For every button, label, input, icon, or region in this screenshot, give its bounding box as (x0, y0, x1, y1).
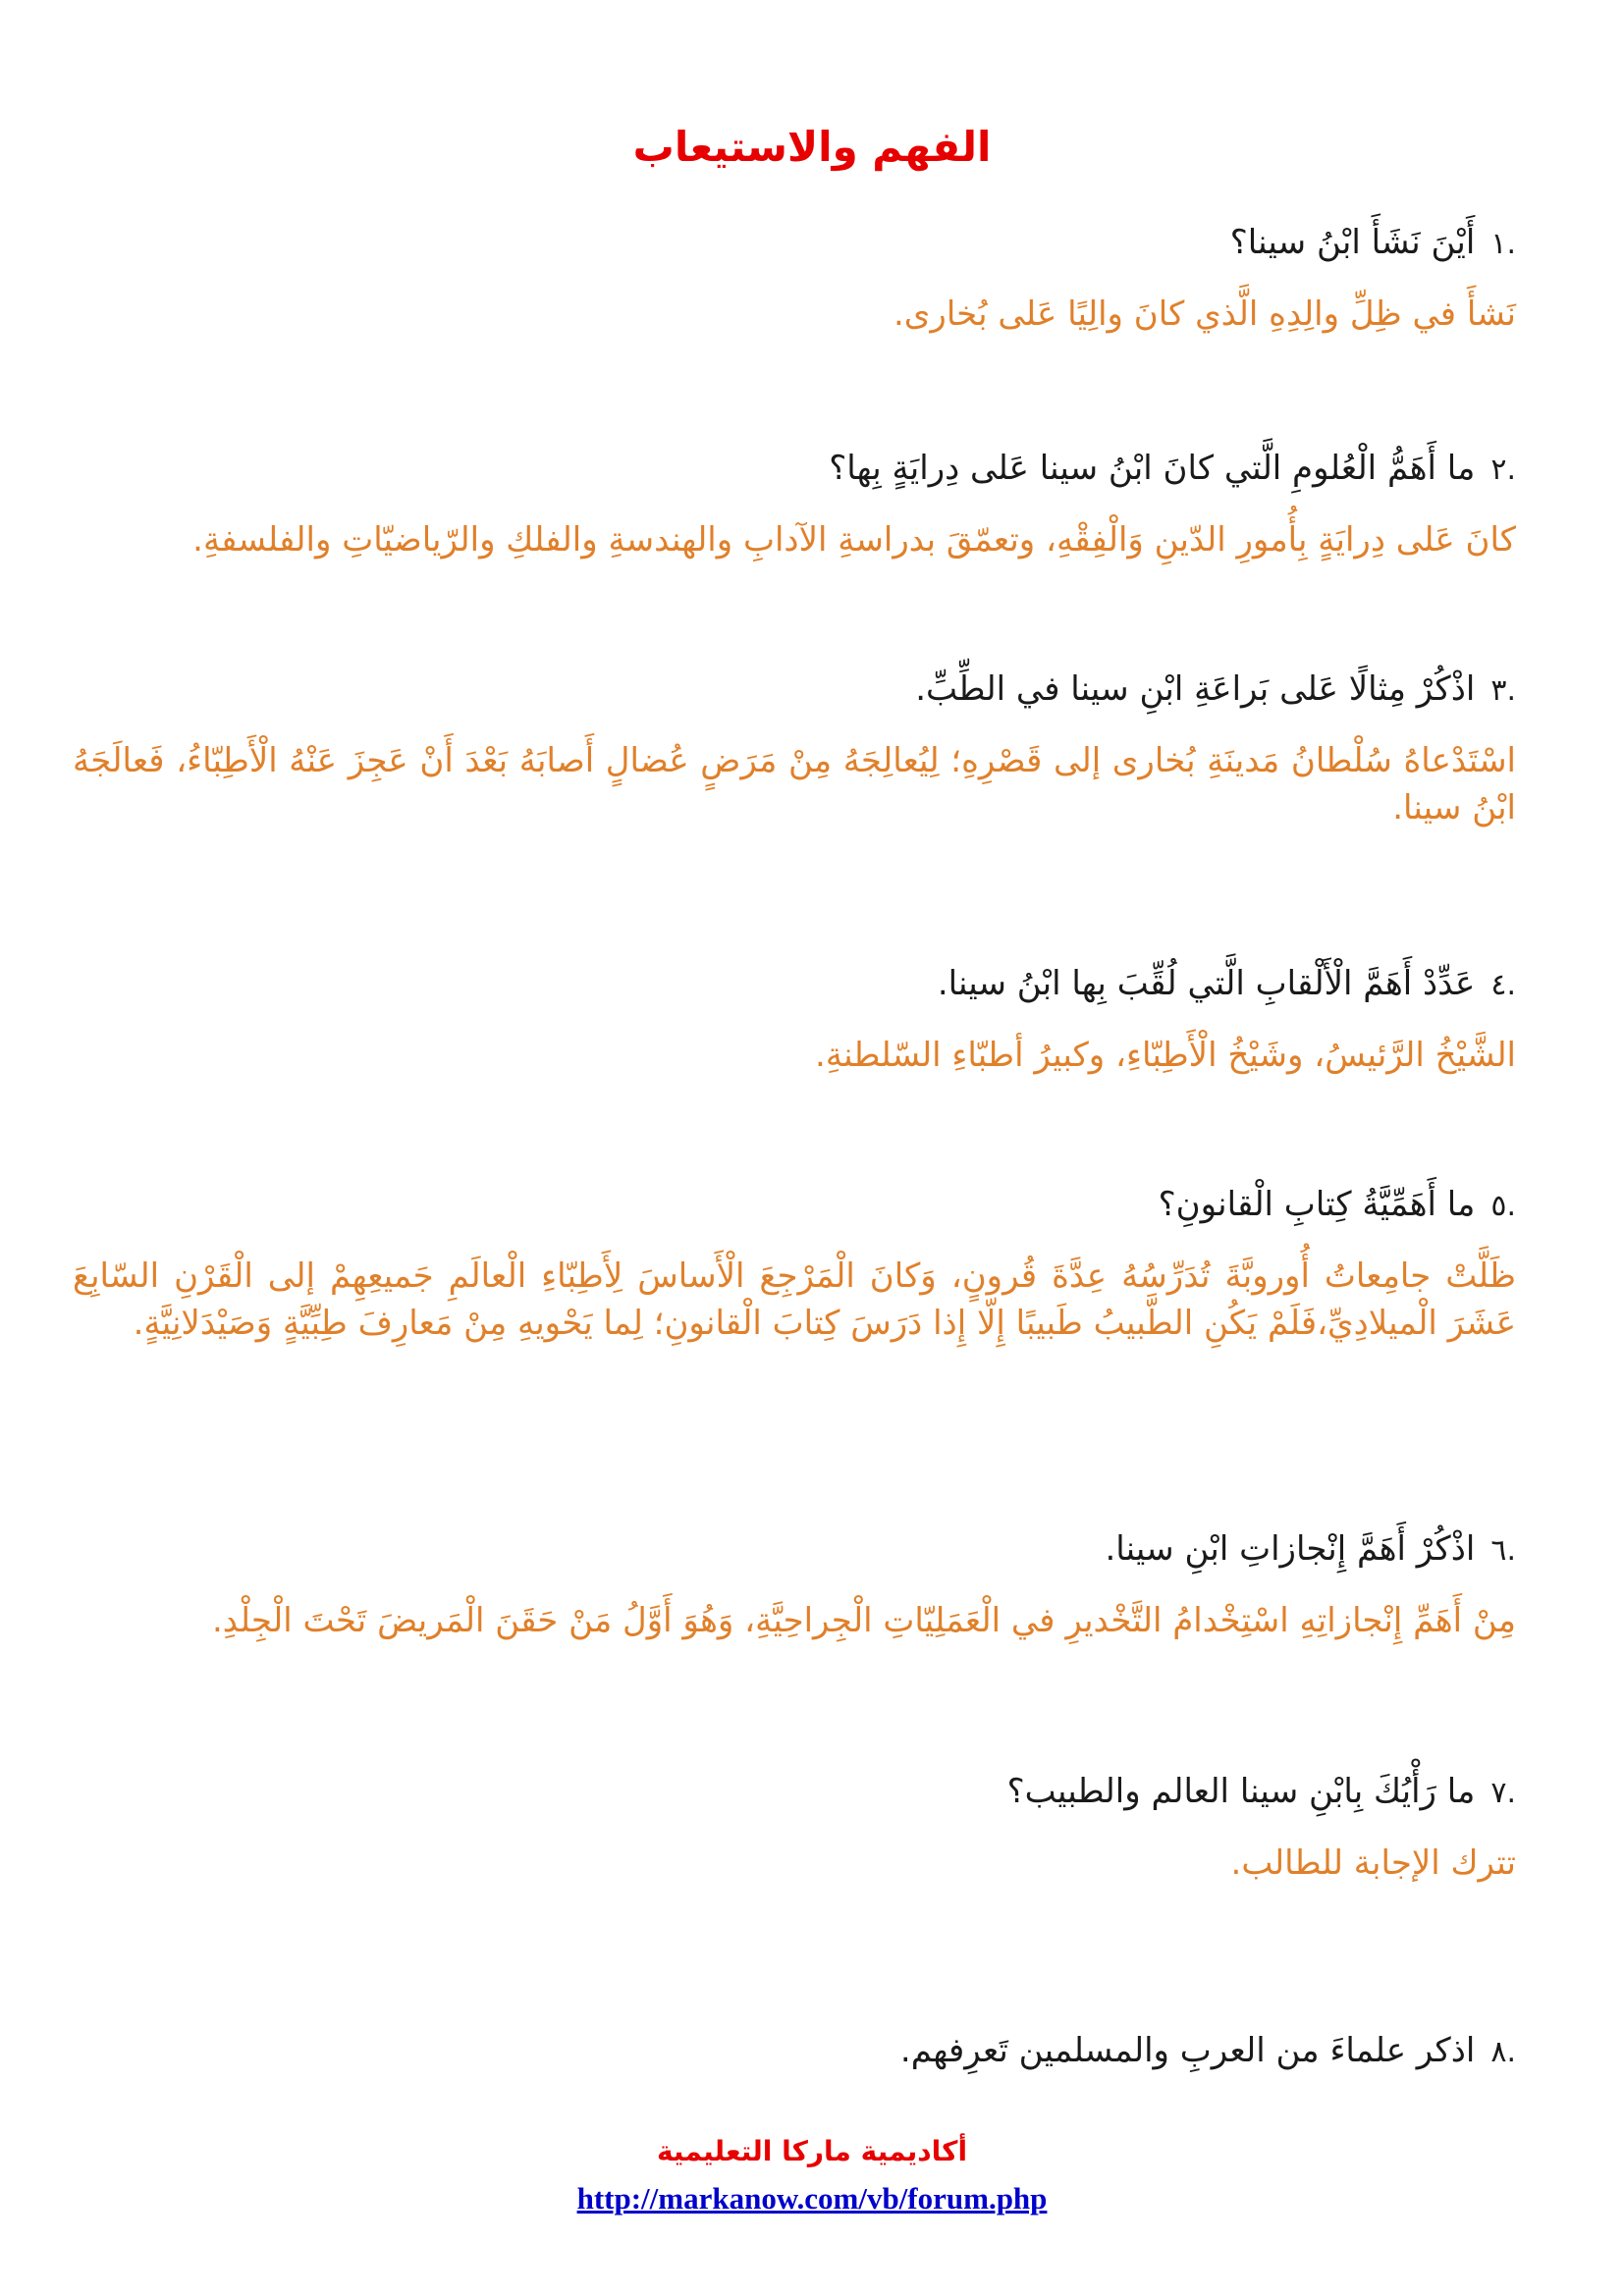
qa-item-6 (73, 1524, 1516, 1644)
answer-7: تترك الإجابة للطالب. (1230, 1843, 1516, 1883)
qa-item-2 (73, 444, 1516, 563)
answer-2: كانَ عَلى دِرايَةٍ بِأُمورِ الدّينِ وَالْفِقْهِ، وتعمّقَ بدراسةِ الآدابِ والهندسةِ والفلكِ والرّياضيّاتِ والفلسفةِ. (192, 520, 1516, 560)
question-4 (73, 959, 1516, 1010)
answer-3: اسْتَدْعاهُ سُلْطانُ مَدينَةِ بُخارى إلى قَصْرِهِ؛ لِيُعالِجَهُ مِنْ مَرَضٍ عُضالٍ أَصابَهُ بَعْدَ أَنْ عَجِزَ عَنْهُ الْأَطِبّاءُ، فَعالَجَهُ ابْنُ سينا. (73, 741, 1516, 828)
question-number: .٤ (1490, 968, 1516, 1002)
page-title: الفهم والاستيعاب (632, 123, 992, 171)
question-number: .١ (1490, 227, 1516, 261)
question-number: .٨ (1490, 2035, 1516, 2069)
question-number: .٥ (1490, 1189, 1516, 1223)
question-text: اذكر علماءَ من العربِ والمسلمين تَعرِفهم. (899, 2031, 1476, 2070)
question-8 (73, 2026, 1516, 2077)
question-text: اذْكُرْ أَهَمَّ إِنْجازاتِ ابْنِ سينا. (1105, 1529, 1476, 1569)
question-text: أَيْنَ نَشَأَ ابْنُ سينا؟ (1229, 223, 1476, 262)
qa-item-3 (73, 665, 1516, 831)
question-1 (73, 218, 1516, 269)
question-number: .٧ (1490, 1776, 1516, 1810)
question-number: .٦ (1490, 1533, 1516, 1568)
question-2 (73, 444, 1516, 495)
answer-4: الشَّيْخُ الرَّئيسُ، وشَيْخُ الْأَطِبّاءِ، وكبيرُ أطبّاءِ السّلطنةِ. (815, 1036, 1516, 1075)
answer-1: نَشأَ في ظِلِّ والِدِهِ الَّذي كانَ والِيًا عَلى بُخارى. (893, 294, 1516, 334)
answer-5: ظَلَّتْ جامِعاتُ أُوروبَّةَ تُدَرِّسُهُ عِدَّةَ قُرونٍ، وَكانَ الْمَرْجِعَ الْأَساسَ لِأَطِبّاءِ الْعالَمِ جَميعِهِمْ إلى الْقَرْنِ السّابِعَ عَشَرَ الْميلادِيِّ،فَلَمْ يَكُنِ الطَّبيبُ طَبيبًا إِلّا إِذا دَرَسَ كِتابَ الْقانونِ؛ لِما يَحْويهِ مِنْ مَعارِفَ طِبِّيَّةٍ وَصَيْدَلانِيَّةٍ. (73, 1256, 1516, 1343)
qa-item-7 (73, 1767, 1516, 1887)
question-text: ما أَهَمِّيَّةُ كِتابِ الْقانونِ؟ (1158, 1185, 1476, 1224)
footer-forum-link[interactable]: http://markanow.com/vb/forum.php (576, 2181, 1048, 2216)
question-3 (73, 665, 1516, 716)
qa-item-8 (73, 2026, 1516, 2077)
qa-item-5 (73, 1180, 1516, 1347)
question-text: عَدِّدْ أَهَمَّ الْأَلْقابِ الَّتي لُقِّبَ بِها ابْنُ سينا. (937, 964, 1476, 1003)
question-7 (73, 1767, 1516, 1818)
question-text: ما رَأْيُكَ بِابْنِ سينا العالم والطبيب؟ (1006, 1772, 1476, 1811)
qa-item-4 (73, 959, 1516, 1079)
question-number: .٣ (1490, 673, 1516, 708)
question-text: ما أَهَمُّ الْعُلومِ الَّتي كانَ ابْنُ سينا عَلى دِرايَةٍ بِها؟ (829, 449, 1476, 488)
qa-item-1 (73, 218, 1516, 338)
answer-6: مِنْ أَهَمِّ إِنْجازاتِهِ اسْتِخْدامُ التَّخْديرِ في الْعَمَلِيّاتِ الْجِراحِيَّةِ، وَهُوَ أَوَّلُ مَنْ حَقَنَ الْمَريضَ تَحْتَ الْجِلْدِ. (212, 1601, 1516, 1640)
question-5 (73, 1180, 1516, 1231)
footer-academy-name: أكاديمية ماركا التعليمية (656, 2135, 968, 2167)
question-text: اذْكُرْ مِثالًا عَلى بَراعَةِ ابْنِ سينا في الطِّبِّ. (915, 669, 1476, 709)
question-number: .٢ (1490, 453, 1516, 487)
question-6 (73, 1524, 1516, 1575)
